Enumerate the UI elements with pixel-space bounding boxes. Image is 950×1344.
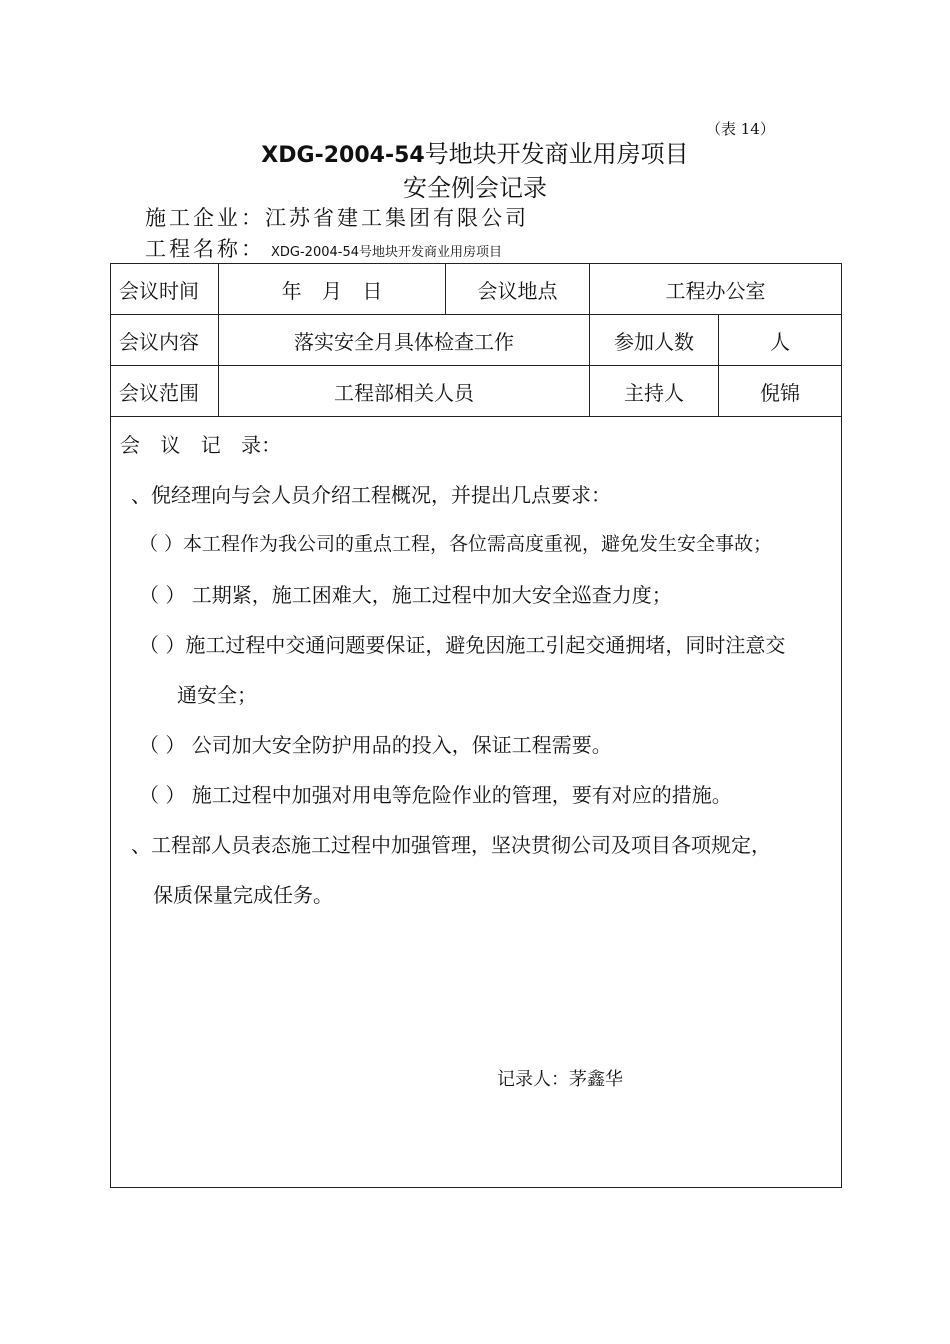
meeting-content-value: 落实安全月具体检查工作 [219, 315, 590, 366]
notes-line: （ ） 工期紧，施工困难大，施工过程中加大安全巡查力度； [139, 583, 672, 607]
meeting-content-label: 会议内容 [111, 315, 219, 366]
notes-line: 、工程部人员表态施工过程中加强管理，坚决贯彻公司及项目各项规定， [131, 833, 771, 857]
table-row [111, 315, 842, 366]
meeting-place-label: 会议地点 [446, 264, 590, 315]
attendee-count-label: 参加人数 [590, 315, 719, 366]
notes-line: （ ） 公司加大安全防护用品的投入，保证工程需要。 [139, 733, 612, 757]
notes-line: （ ）本工程作为我公司的重点工程，各位需高度重视，避免发生安全事故； [139, 533, 773, 555]
meeting-record-table [110, 263, 842, 1188]
company-field [145, 202, 529, 232]
meeting-time-label: 会议时间 [111, 264, 219, 315]
notes-line: 通安全； [177, 683, 257, 707]
form-number-tag: （表 14） [706, 120, 775, 138]
company-value: 江苏省建工集团有限公司 [265, 206, 529, 230]
notes-line: （ ） 施工过程中加强对用电等危险作业的管理，要有对应的措施。 [139, 783, 732, 807]
project-code: XDG-2004-54 [261, 143, 425, 168]
recorder-name: 记录人：茅鑫华 [497, 1069, 623, 1090]
company-label: 施工企业： [145, 206, 265, 230]
meeting-date-value: 年 月 日 [219, 264, 446, 315]
table-row [111, 417, 842, 1188]
host-label: 主持人 [590, 366, 719, 417]
notes-line: （ ）施工过程中交通问题要保证，避免因施工引起交通拥堵，同时注意交 [139, 633, 786, 657]
table-row [111, 366, 842, 417]
document-subtitle: 安全例会记录 [403, 174, 547, 202]
project-suffix: 号地块开发商业用房项目 [424, 140, 689, 168]
meeting-place-value: 工程办公室 [590, 264, 842, 315]
project-label: 工程名称： [145, 237, 265, 261]
meeting-scope-value: 工程部相关人员 [219, 366, 590, 417]
project-field [145, 233, 502, 263]
notes-heading: 会 议 记 录： [120, 433, 282, 457]
document-title [0, 134, 950, 169]
attendee-count-value: 人 [719, 315, 842, 366]
notes-line: 、倪经理向与会人员介绍工程概况，并提出几点要求： [131, 483, 611, 507]
meeting-scope-label: 会议范围 [111, 366, 219, 417]
meeting-notes-cell [111, 417, 842, 1188]
host-value: 倪锦 [719, 366, 842, 417]
project-value: XDG-2004-54号地块开发商业用房项目 [271, 245, 502, 260]
notes-line: 保质保量完成任务。 [153, 883, 333, 907]
table-row [111, 264, 842, 315]
